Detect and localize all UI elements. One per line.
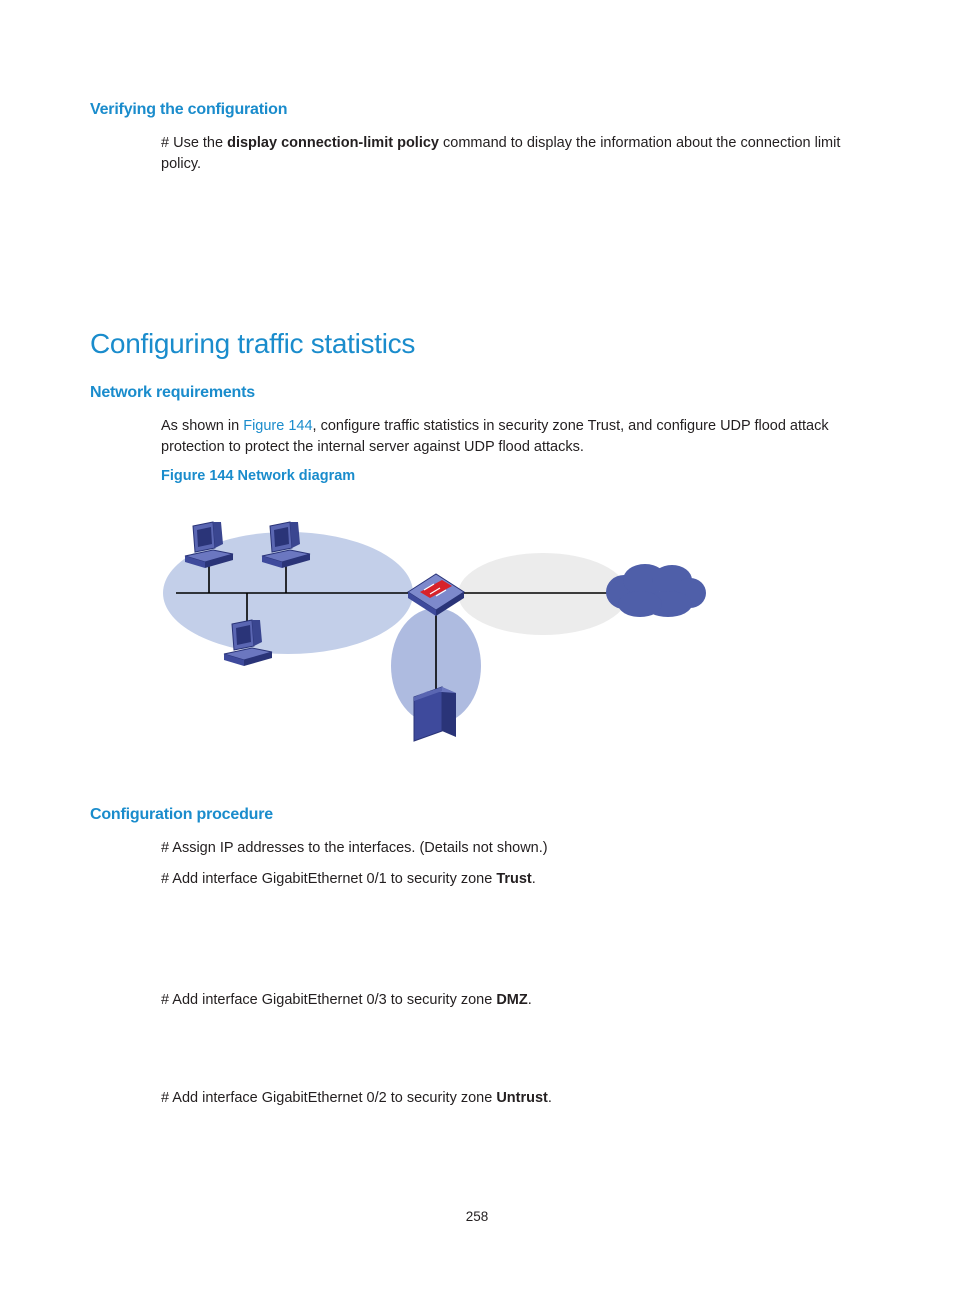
section-title: Configuring traffic statistics [90, 328, 416, 359]
zone-untrust: Untrust [496, 1090, 548, 1106]
procedure-step-dmz [161, 990, 532, 1011]
firewall-icon [408, 574, 464, 616]
server-icon [414, 687, 456, 741]
figure-caption: Figure 144 Network diagram [161, 468, 356, 484]
step-dmz-period: . [527, 992, 532, 1008]
step-dmz-text: # Add interface GigabitEthernet 0/3 to security zone [161, 992, 497, 1008]
netreq-text-post: , configure traffic statistics in security zone Trust, and configure UDP flood attack protection to protect the internal server against UDP flood attacks. [161, 418, 829, 455]
zone-trust: Trust [496, 871, 532, 887]
page-number: 258 [465, 1209, 489, 1224]
internet-cloud-icon [606, 564, 706, 617]
step-untrust-period: . [547, 1090, 552, 1106]
heading-verifying-configuration: Verifying the configuration [90, 101, 288, 118]
figure-144-link[interactable]: Figure 144 [243, 418, 313, 434]
heading-configuration-procedure: Configuration procedure [90, 806, 273, 823]
verify-text-post: command to display the information about the connection limit policy. [161, 135, 841, 172]
step-untrust-text: # Add interface GigabitEthernet 0/2 to security zone [161, 1090, 497, 1106]
verify-command: display connection-limit policy [227, 135, 439, 151]
step-trust-text: # Add interface GigabitEthernet 0/1 to security zone [161, 871, 497, 887]
untrust-zone-ellipse [458, 553, 628, 635]
heading-network-requirements: Network requirements [90, 384, 255, 401]
procedure-step-trust [161, 869, 536, 890]
procedure-step-assign-ip: # Assign IP addresses to the interfaces. (Details not shown.) [161, 840, 548, 856]
netreq-text-pre: As shown in [161, 418, 244, 434]
verify-text-pre: # Use the [161, 135, 228, 151]
procedure-step-untrust [161, 1088, 552, 1109]
zone-dmz: DMZ [496, 992, 528, 1008]
step-trust-period: . [531, 871, 536, 887]
